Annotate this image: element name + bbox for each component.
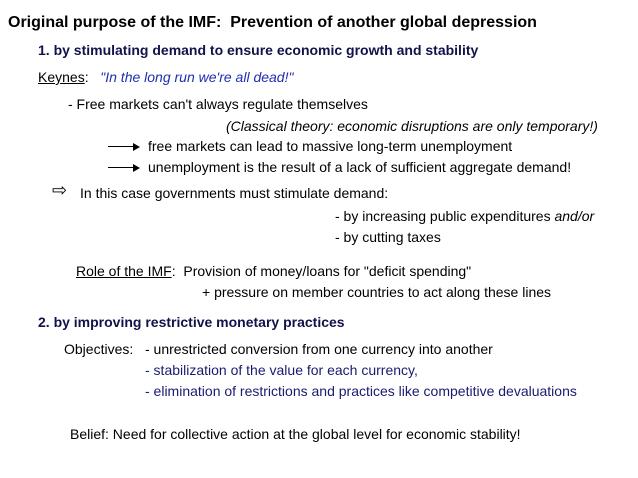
role-line-1: Provision of money/loans for "deficit spending" [183, 263, 472, 279]
keynes-line [38, 68, 293, 86]
role-label: Role of the IMF [76, 263, 172, 279]
title-right: Prevention of another global depression [230, 14, 537, 31]
free-markets-point: - Free markets can't always regulate themselves [68, 96, 368, 112]
implies-arrow-icon: ⇨ [52, 180, 68, 200]
title-left: Original purpose of the IMF: [8, 14, 222, 31]
right-arrow-icon [108, 146, 138, 147]
conclusion-line: In this case governments must stimulate demand: [80, 185, 389, 201]
keynes-quote: "In the long run we're all dead!" [100, 69, 294, 85]
measure-2: - by cutting taxes [335, 229, 441, 245]
objective-3: - elimination of restrictions and practices like competitive devaluations [145, 383, 577, 399]
keynes-label: Keynes [38, 69, 85, 85]
arrow-line-2: unemployment is the result of a lack of sufficient aggregate demand! [148, 159, 572, 175]
measure-1-text: - by increasing public expenditures [335, 208, 551, 224]
role-line-2: + pressure on member countries to act along these lines [202, 284, 552, 300]
keynes-colon: : [84, 69, 89, 85]
right-arrow-icon [108, 167, 138, 168]
measure-1-suffix: and/or [554, 208, 595, 224]
section-2-heading: 2. by improving restrictive monetary practices [38, 314, 345, 330]
page-title [8, 14, 537, 32]
measure-1 [335, 207, 594, 225]
arrow-line-1: free markets can lead to massive long-term unemployment [148, 138, 513, 154]
objective-1: - unrestricted conversion from one currency into another [145, 341, 493, 357]
role-colon: : [171, 263, 176, 279]
objectives-label: Objectives: [64, 341, 134, 357]
section-1-heading: 1. by stimulating demand to ensure economic growth and stability [38, 42, 479, 58]
belief-line: Belief: Need for collective action at the global level for economic stability! [70, 426, 521, 442]
objective-2: - stabilization of the value for each currency, [145, 362, 418, 378]
role-line [76, 262, 471, 280]
classical-theory-note: (Classical theory: economic disruptions are only temporary!) [226, 118, 598, 134]
